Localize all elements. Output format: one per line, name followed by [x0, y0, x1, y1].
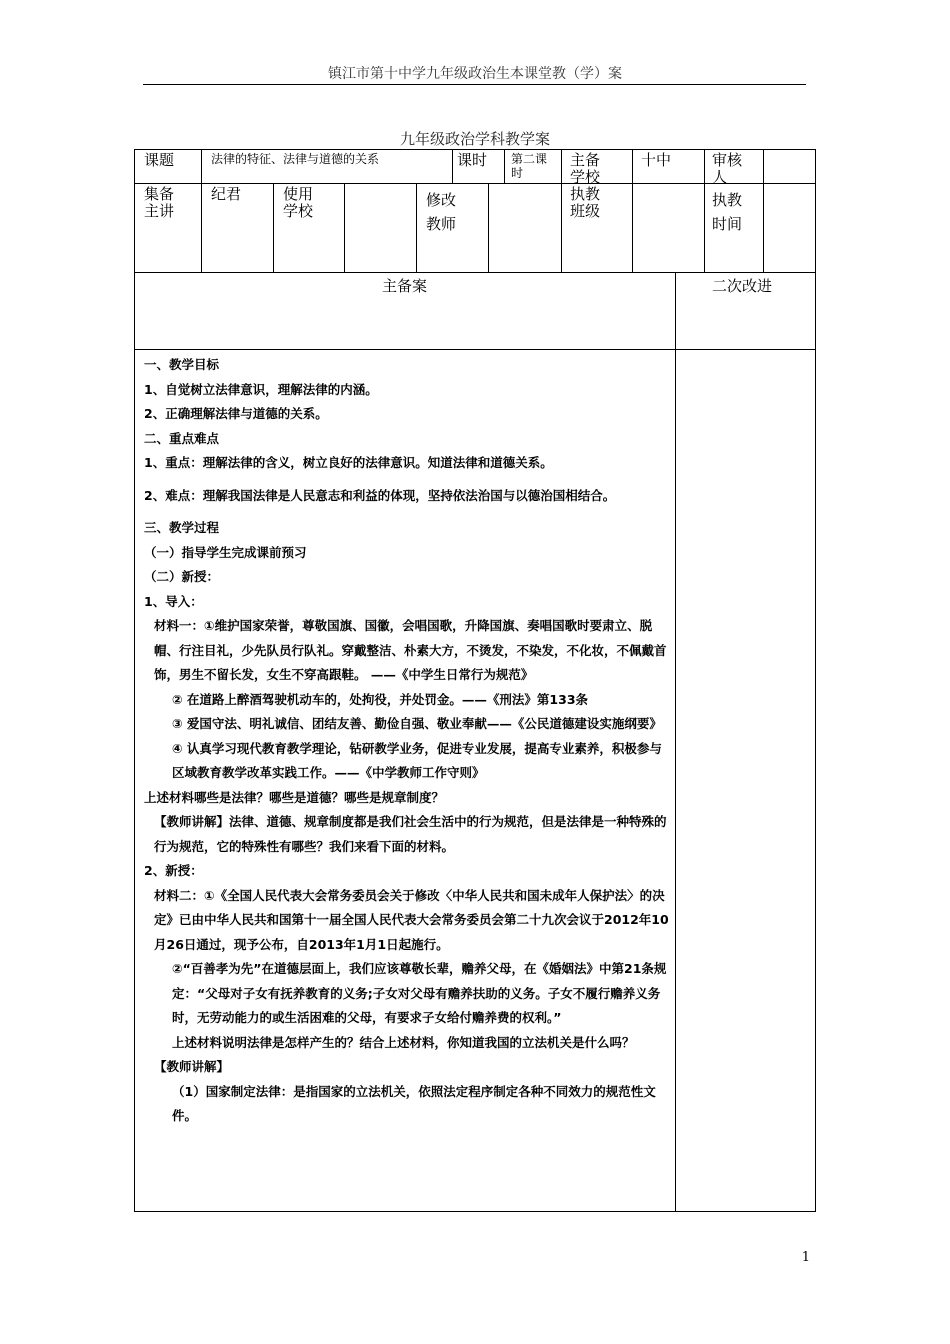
use-school-label: 使用学校: [283, 185, 314, 220]
material-1-item-2: ② 在道路上醉酒驾驶机动车的，处拘役，并处罚金。——《刑法》第133条: [172, 691, 589, 707]
header-rule: [143, 84, 806, 85]
difficult-point: 2、难点：理解我国法律是人民意志和利益的体现，坚持依法治国与以德治国相结合。: [144, 487, 616, 503]
page-number: 1: [801, 1250, 810, 1265]
page-header: 镇江市第十中学九年级政治生本课堂教（学）案: [328, 66, 622, 82]
topic-value: 法律的特征、法律与道德的关系: [211, 152, 380, 166]
step-1: （一）指导学生完成课前预习: [144, 544, 307, 560]
teacher-explain-1: 【教师讲解】法律、道德、规章制度都是我们社会生活中的行为规范，但是法律是一种特殊的行为规范，它的特殊性有哪些？我们来看下面的材料。: [154, 814, 667, 854]
time-label: 执教时间: [712, 191, 743, 233]
lead-label: 集备主讲: [144, 185, 175, 220]
intro-heading: 1、导入：: [144, 593, 203, 609]
main-plan-label: 主备案: [381, 277, 427, 295]
document-title: 九年级政治学科教学案: [399, 130, 550, 148]
teacher-explain-2: 【教师讲解】: [154, 1059, 230, 1074]
material-2-item-1: 材料二：①《全国人民代表大会常务委员会关于修改〈中华人民共和国未成年人保护法〉的决定》已由中华人民共和国第十一届全国人民代表大会常务委员会第二十九次会议于2012年10月26日通过，现予公布，自2013年1月1日起施行。: [154, 887, 669, 952]
material-2-item-2: ②“百善孝为先”在道德层面上，我们应该尊敬长辈，赡养父母，在《婚姻法》中第21条规定：“父母对子女有抚养教育的义务;子女对父母有赡养扶助的义务。子女不履行赡养义务时，无劳动能力的或生活困难的父母，有要求子女给付赡养费的权利。”: [172, 961, 667, 1025]
lesson-content: [144, 353, 672, 1129]
lead-value: 纪君: [211, 185, 242, 203]
class-label: 执教班级: [570, 185, 601, 220]
key-point: 1、重点：理解法律的含义，树立良好的法律意识。知道法律和道德关系。: [144, 455, 553, 470]
period-value: 第二课时: [511, 152, 548, 180]
material-1-item-4: ④ 认真学习现代教育教学理论，钻研教学业务，促进专业发展，提高专业素养，积极参与区域教育教学改革实践工作。——《中学教师工作守则》: [172, 740, 662, 780]
school-label: 主备学校: [570, 151, 601, 186]
point-1: （1）国家制定法律：是指国家的立法机关，依照法定程序制定各种不同效力的规范性文件。: [172, 1083, 656, 1123]
period-label: 课时: [457, 151, 488, 169]
topic-label: 课题: [144, 151, 175, 169]
question-2: 上述材料说明法律是怎样产生的？结合上述材料，你知道我国的立法机关是什么吗？: [172, 1034, 635, 1050]
goals-heading: 一、教学目标: [144, 357, 220, 372]
material-1-item-1: 材料一：①维护国家荣誉，尊敬国旗、国徽，会唱国歌，升降国旗、奏唱国歌时要肃立、脱帽、行注目礼，少先队员行队礼。穿戴整洁、朴素大方，不烫发，不染发，不化妆，不佩戴首饰，男生不留长发，女生不穿高跟鞋。 ——《中学生日常行为规范》: [154, 618, 667, 682]
key-heading: 二、重点难点: [144, 430, 220, 446]
reviewer-label: 审核人: [712, 151, 743, 186]
improve-label: 二次改进: [712, 277, 773, 295]
revise-label: 修改教师: [426, 191, 457, 233]
goal-2: 2、正确理解法律与道德的关系。: [144, 406, 328, 421]
process-heading: 三、教学过程: [144, 520, 220, 535]
school-value: 十中: [641, 151, 672, 169]
material-1-item-3: ③ 爱国守法、明礼诚信、团结友善、勤俭自强、敬业奉献——《公民道德建设实施纲要》: [172, 716, 662, 731]
goal-1: 1、自觉树立法律意识，理解法律的内涵。: [144, 381, 378, 397]
step-2: （二）新授：: [144, 569, 220, 584]
new-heading: 2、新授：: [144, 863, 203, 878]
question-1: 上述材料哪些是法律？哪些是道德？哪些是规章制度？: [144, 789, 445, 805]
